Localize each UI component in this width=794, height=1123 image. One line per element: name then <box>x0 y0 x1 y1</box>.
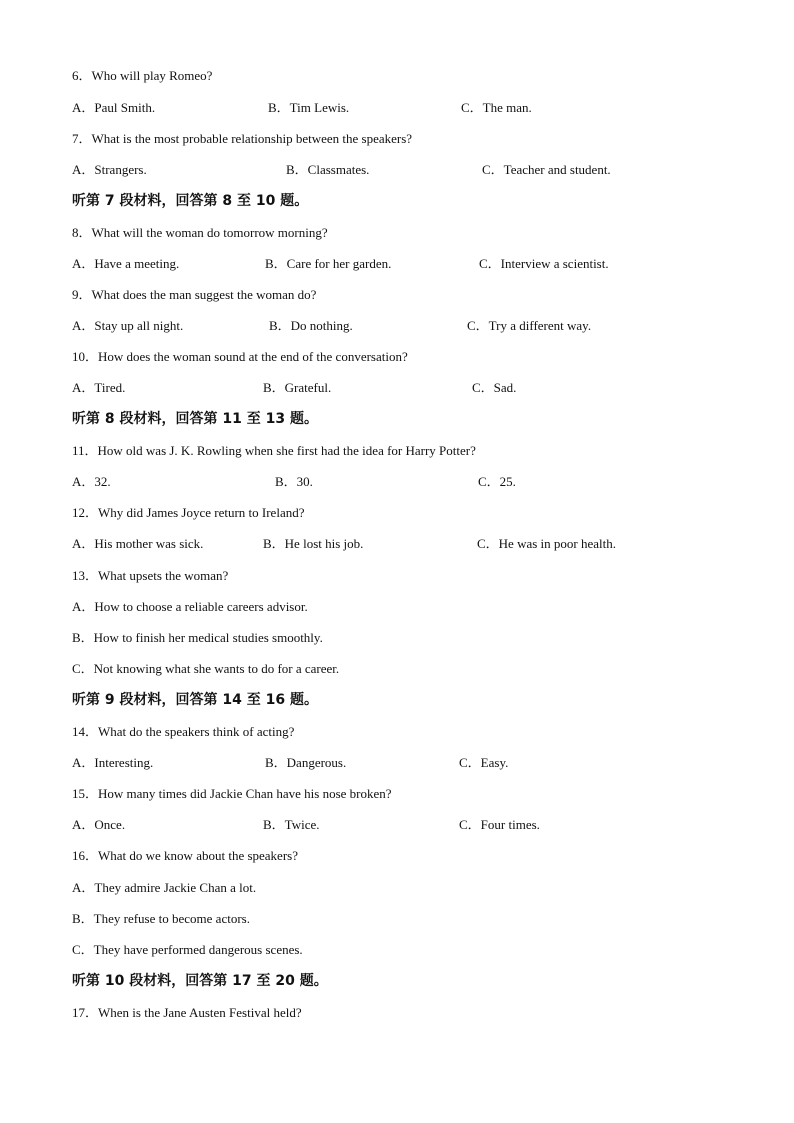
option-c: C．Sad. <box>472 380 517 395</box>
option-c: C．The man. <box>461 100 532 115</box>
option-b: B．Grateful. <box>263 380 332 395</box>
option-b: B．He lost his job. <box>263 536 364 551</box>
option-a: A．Interesting. <box>72 755 154 770</box>
option-b: B．Tim Lewis. <box>268 100 350 115</box>
option-13-b: B．How to finish her medical studies smoothly. <box>72 630 323 645</box>
section-heading-7: 听第 7 段材料，回答第 8 至 10 题。 <box>72 193 309 209</box>
option-c: C．He was in poor health. <box>477 536 617 551</box>
question-11: 11．How old was J. K. Rowling when she first had the idea for Harry Potter? <box>72 443 476 458</box>
question-7: 7．What is the most probable relationship between the speakers? <box>72 131 413 146</box>
question-10: 10．How does the woman sound at the end of the conversation? <box>72 349 408 364</box>
option-c: C．Easy. <box>459 755 509 770</box>
option-a: A．32. <box>72 474 111 489</box>
question-9: 9．What does the man suggest the woman do? <box>72 287 317 302</box>
option-c: C．25. <box>478 474 516 489</box>
option-b: B．Classmates. <box>286 162 370 177</box>
option-a: A．Have a meeting. <box>72 256 180 271</box>
option-16-a: A．They admire Jackie Chan a lot. <box>72 880 257 895</box>
option-a: A．Tired. <box>72 380 126 395</box>
option-16-b: B．They refuse to become actors. <box>72 911 250 926</box>
option-c: C．Teacher and student. <box>482 162 611 177</box>
question-12: 12．Why did James Joyce return to Ireland? <box>72 505 305 520</box>
option-c: C．Interview a scientist. <box>479 256 609 271</box>
option-a: A．Strangers. <box>72 162 147 177</box>
option-b: B．30. <box>275 474 313 489</box>
question-14: 14．What do the speakers think of acting? <box>72 724 295 739</box>
question-16: 16．What do we know about the speakers? <box>72 848 298 863</box>
option-c: C．Try a different way. <box>467 318 592 333</box>
option-c: C．Four times. <box>459 817 540 832</box>
option-a: A．His mother was sick. <box>72 536 204 551</box>
option-16-c: C．They have performed dangerous scenes. <box>72 942 303 957</box>
option-13-c: C．Not knowing what she wants to do for a career. <box>72 661 340 676</box>
question-15: 15．How many times did Jackie Chan have his nose broken? <box>72 786 392 801</box>
option-b: B．Dangerous. <box>265 755 347 770</box>
option-13-a: A．How to choose a reliable careers advisor. <box>72 599 308 614</box>
section-heading-9: 听第 9 段材料，回答第 14 至 16 题。 <box>72 692 318 708</box>
option-b: B．Twice. <box>263 817 320 832</box>
section-heading-8: 听第 8 段材料，回答第 11 至 13 题。 <box>72 411 318 427</box>
question-6: 6．Who will play Romeo? <box>72 68 213 83</box>
option-a: A．Stay up all night. <box>72 318 184 333</box>
option-a: A．Once. <box>72 817 126 832</box>
option-a: A．Paul Smith. <box>72 100 156 115</box>
option-b: B．Do nothing. <box>269 318 353 333</box>
option-b: B．Care for her garden. <box>265 256 392 271</box>
section-heading-10: 听第 10 段材料，回答第 17 至 20 题。 <box>72 973 328 989</box>
question-17: 17．When is the Jane Austen Festival held? <box>72 1005 302 1020</box>
question-13: 13．What upsets the woman? <box>72 568 229 583</box>
question-8: 8．What will the woman do tomorrow morning? <box>72 225 328 240</box>
